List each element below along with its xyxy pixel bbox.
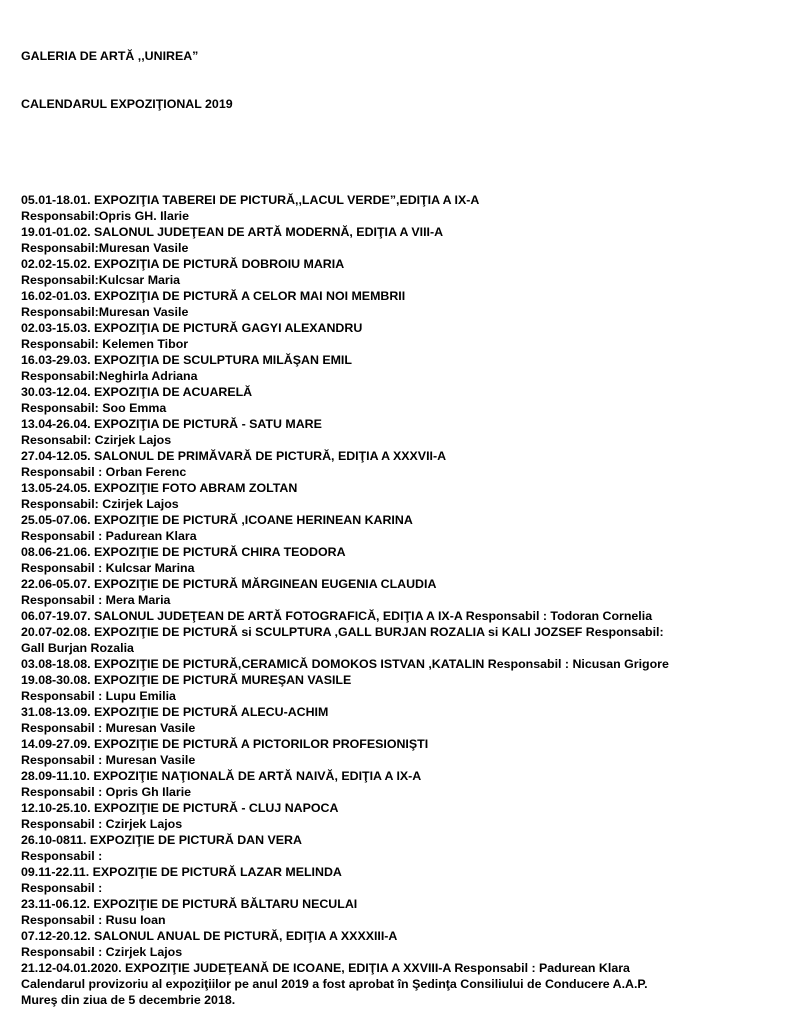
calendar-line: 13.05-24.05. EXPOZIŢIE FOTO ABRAM ZOLTAN — [21, 481, 298, 495]
calendar-line: Responsabil: Kelemen Tibor — [21, 337, 189, 351]
calendar-line: Responsabil : Rusu Ioan — [21, 913, 166, 927]
calendar-line: 16.03-29.03. EXPOZIŢIA DE SCULPTURA MILĂŞAN EMIL — [21, 353, 352, 367]
calendar-line: Responsabil : Mera Maria — [21, 593, 171, 607]
calendar-line: Responsabil : Padurean Klara — [21, 529, 197, 543]
calendar-line: 08.06-21.06. EXPOZIŢIE DE PICTURĂ CHIRA TEODORA — [21, 545, 346, 559]
calendar-line: Responsabil : Czirjek Lajos — [21, 945, 183, 959]
calendar-line: 05.01-18.01. EXPOZIŢIA TABEREI DE PICTURĂ,,LACUL VERDE”,EDIŢIA A IX-A — [21, 193, 480, 207]
calendar-line: Gall Burjan Rozalia — [21, 641, 134, 655]
calendar-line: Responsabil : Muresan Vasile — [21, 753, 196, 767]
calendar-line: 12.10-25.10. EXPOZIŢIE DE PICTURĂ - CLUJ NAPOCA — [21, 801, 339, 815]
calendar-line: 30.03-12.04. EXPOZIŢIA DE ACUARELĂ — [21, 385, 253, 399]
calendar-line: Responsabil:Muresan Vasile — [21, 305, 189, 319]
calendar-line: 19.01-01.02. SALONUL JUDEŢEAN DE ARTĂ MODERNĂ, EDIŢIA A VIII-A — [21, 225, 444, 239]
calendar-line: 09.11-22.11. EXPOZIŢIE DE PICTURĂ LAZAR MELINDA — [21, 865, 342, 879]
calendar-line: 21.12-04.01.2020. EXPOZIŢIE JUDEŢEANĂ DE ICOANE, EDIŢIA A XXVIII-A Responsabil : Padurean Klara — [21, 961, 630, 975]
calendar-line: Responsabil : Orban Ferenc — [21, 465, 187, 479]
spacer — [21, 144, 781, 160]
calendar-line: 23.11-06.12. EXPOZIŢIE DE PICTURĂ BĂLTARU NECULAI — [21, 897, 358, 911]
calendar-line: 02.03-15.03. EXPOZIŢIA DE PICTURĂ GAGYI ALEXANDRU — [21, 321, 363, 335]
calendar-line: 16.02-01.03. EXPOZIŢIA DE PICTURĂ A CELOR MAI NOI MEMBRII — [21, 289, 406, 303]
calendar-line: 03.08-18.08. EXPOZIŢIE DE PICTURĂ,CERAMICĂ DOMOKOS ISTVAN ,KATALIN Responsabil : Nicusan Grigore — [21, 657, 669, 671]
calendar-line: 13.04-26.04. EXPOZIŢIA DE PICTURĂ - SATU MARE — [21, 417, 322, 431]
calendar-line: Responsabil:Muresan Vasile — [21, 241, 189, 255]
calendar-line: Responsabil: Soo Emma — [21, 401, 167, 415]
calendar-line: 14.09-27.09. EXPOZIŢIE DE PICTURĂ A PICTORILOR PROFESIONIŞTI — [21, 737, 429, 751]
calendar-line: 20.07-02.08. EXPOZIŢIE DE PICTURĂ si SCULPTURA ,GALL BURJAN ROZALIA si KALI JOZSEF Responsabil: — [21, 625, 664, 639]
calendar-line: Responsabil : Muresan Vasile — [21, 721, 196, 735]
calendar-line: Mureş din ziua de 5 decembrie 2018. — [21, 993, 236, 1007]
calendar-line: Responsabil : Kulcsar Marina — [21, 561, 195, 575]
calendar-line: Responsabil : — [21, 849, 103, 863]
document-body — [21, 16, 781, 1024]
calendar-line: Responsabil:Kulcsar Maria — [21, 273, 181, 287]
calendar-line: Responsabil: Czirjek Lajos — [21, 497, 179, 511]
calendar-line: 06.07-19.07. SALONUL JUDEŢEAN DE ARTĂ FOTOGRAFICĂ, EDIŢIA A IX-A Responsabil : Todoran Cornelia — [21, 609, 653, 623]
calendar-line: 25.05-07.06. EXPOZIŢIE DE PICTURĂ ,ICOANE HERINEAN KARINA — [21, 513, 413, 527]
calendar-line: 31.08-13.09. EXPOZIŢIE DE PICTURĂ ALECU-ACHIM — [21, 705, 329, 719]
calendar-line: Responsabil : — [21, 881, 103, 895]
calendar-line: Responsabil:Neghirla Adriana — [21, 369, 198, 383]
calendar-line: 07.12-20.12. SALONUL ANUAL DE PICTURĂ, EDIŢIA A XXXXIII-A — [21, 929, 398, 943]
calendar-entries — [21, 192, 781, 1008]
calendar-line: 26.10-0811. EXPOZIŢIE DE PICTURĂ DAN VERA — [21, 833, 302, 847]
calendar-title: CALENDARUL EXPOZIŢIONAL 2019 — [21, 97, 233, 111]
calendar-line: Responsabil:Opris GH. Ilarie — [21, 209, 190, 223]
calendar-line: Responsabil : Czirjek Lajos — [21, 817, 183, 831]
calendar-line: Responsabil : Lupu Emilia — [21, 689, 176, 703]
calendar-line: Resonsabil: Czirjek Lajos — [21, 433, 172, 447]
calendar-line: 22.06-05.07. EXPOZIŢIE DE PICTURĂ MĂRGINEAN EUGENIA CLAUDIA — [21, 577, 437, 591]
calendar-line: 28.09-11.10. EXPOZIŢIE NAŢIONALĂ DE ARTĂ NAIVĂ, EDIŢIA A IX-A — [21, 769, 422, 783]
gallery-title: GALERIA DE ARTĂ ,,UNIREA” — [21, 49, 199, 63]
calendar-line: Responsabil : Opris Gh Ilarie — [21, 785, 192, 799]
calendar-line: Calendarul provizoriu al expoziţiilor pe anul 2019 a fost aprobat în Şedinţa Consiliului de Conducere A.A.P. — [21, 977, 648, 991]
calendar-line: 27.04-12.05. SALONUL DE PRIMĂVARĂ DE PICTURĂ, EDIŢIA A XXXVII-A — [21, 449, 447, 463]
calendar-line: 19.08-30.08. EXPOZIŢIE DE PICTURĂ MUREŞAN VASILE — [21, 673, 352, 687]
calendar-line: 02.02-15.02. EXPOZIŢIA DE PICTURĂ DOBROIU MARIA — [21, 257, 345, 271]
